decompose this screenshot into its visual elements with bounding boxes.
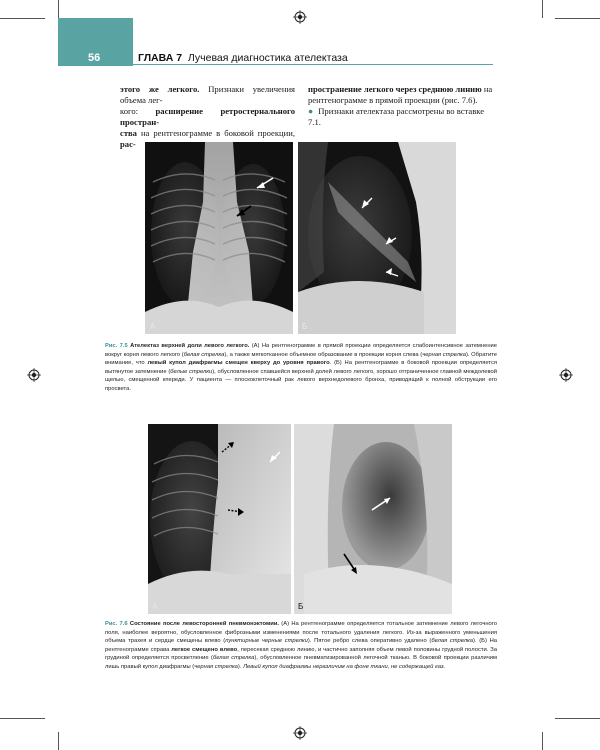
caption-text: . (Б) На рентгенограмме в боковой проекции определяется вытянутое затемнение ( [105,360,497,375]
caption-text: ). Пятое ребро слева оперативно удалено ( [307,638,432,645]
caption-text: белая стрелка [212,655,255,662]
text-run: рас- [120,139,136,149]
caption-text: легкое смещено влево [171,646,238,653]
figure-7-6-panel-a-xray [148,424,291,614]
caption-text: ), обусловленное пневматизированной легочной тканью. В боковой проекции различим лишь правый купол диафрагмы ( [105,655,497,670]
figure-7-5-panel-b-xray [298,142,456,334]
crop-mark [555,718,600,719]
caption-label: Рис. 7.6 [105,621,128,627]
crop-mark [0,18,45,19]
bullet-text: Признаки ателектаза рассмотрены во вставке 7.1. [308,106,485,127]
caption-title: Ателектаз верхней доли левого легкого. [130,343,250,349]
caption-text: белая стрелка [183,351,225,358]
text-run: Признаки увеличения объема лег- [120,84,296,105]
caption-text: ). Обратите внимание, что [105,351,498,367]
panel-label: Б [302,322,308,331]
caption-text: черная стрелка [194,663,238,670]
crop-mark [58,732,59,750]
text-run: ства [120,128,137,138]
chapter-heading [138,52,348,64]
chapter-label: ГЛАВА 7 [138,52,183,64]
panel-label: А [152,602,158,611]
registration-mark-icon [293,726,307,740]
caption-text: (А) На рентгенограмме определяется тотальное затемнение левого легочного поля, наиболее вероятно, обусловленное фиброзными изменениями после тотального удаления легкого. Из-за выраженного уменьшения объема трахея и сердце смещены влево ( [105,621,497,645]
caption-text: ), обусловленное спавшейся верхней долей левого легкого, хорошо отграниченное главной междолевой щелью, смещенной кпереди. У пациента — плоскоклеточный рак левого верхнедолевого бронха, приводящий к полной обструкции его просвета. [105,368,497,392]
bullet-item [308,106,498,128]
figure-7-6-caption [105,620,497,672]
text-run: пространение легкого через среднюю линию [308,84,482,94]
crop-mark [555,18,600,19]
crop-mark [542,732,543,750]
figure-7-5-panel-a-xray [145,142,293,334]
caption-text: белая стрелка [431,638,474,645]
figure-7-6-panel-b-xray [294,424,452,614]
text-run: рентгенограмме в прямой проекции (рис. 7.6). [308,95,478,105]
text-run: расширение ретростернального простран- [120,106,295,127]
panel-label: Б [298,602,304,611]
caption-text: Левый купол диафрагмы неразличим на фоне ткани, не содержащей газ. [243,663,446,670]
caption-text: , пересекая среднюю линию, и частично заполняя объем левой половины грудной полости. За грудиной определяется просветление ( [105,646,497,662]
caption-text: белые стрелки [170,368,213,375]
registration-mark-icon [27,368,41,382]
caption-text: ). (Б) На рентгенограмме справа [105,638,498,653]
panel-label: А [150,322,156,331]
caption-text: (А) На рентгенограмме в прямой проекции определяется слабоинтенсивное затемнение вокруг корня левого легкого ( [105,343,497,358]
figure-7-5-caption [105,342,497,394]
text-run: кого: [120,106,156,116]
left-column-text [120,84,295,150]
page-number: 56 [88,52,101,64]
caption-text: ), а также мягкотканное объемное образование в проекции корня слева ( [224,351,423,358]
caption-text: ). [237,663,244,670]
text-run: на [481,84,493,94]
registration-mark-icon [293,10,307,24]
chapter-title: Лучевая диагностика ателектаза [187,52,348,64]
caption-text: левый купол диафрагмы смещен кверху до уровня правого [147,360,330,367]
text-run: этого же легкого. [120,84,200,94]
text-run: на рентгенограмме в боковой проекции, [136,128,295,138]
crop-mark [58,0,59,18]
caption-text: пунктирные черные стрелки [225,638,308,645]
crop-mark [0,718,45,719]
crop-mark [542,0,543,18]
registration-mark-icon [559,368,573,382]
caption-label: Рис. 7.5 [105,343,128,349]
caption-text: черная стрелка [422,351,466,358]
bullet-icon: ● [308,106,314,116]
caption-title: Состояние после левосторонней пневмонэктомии. [129,621,280,627]
header-rule [133,64,493,65]
right-column-text [308,84,493,106]
